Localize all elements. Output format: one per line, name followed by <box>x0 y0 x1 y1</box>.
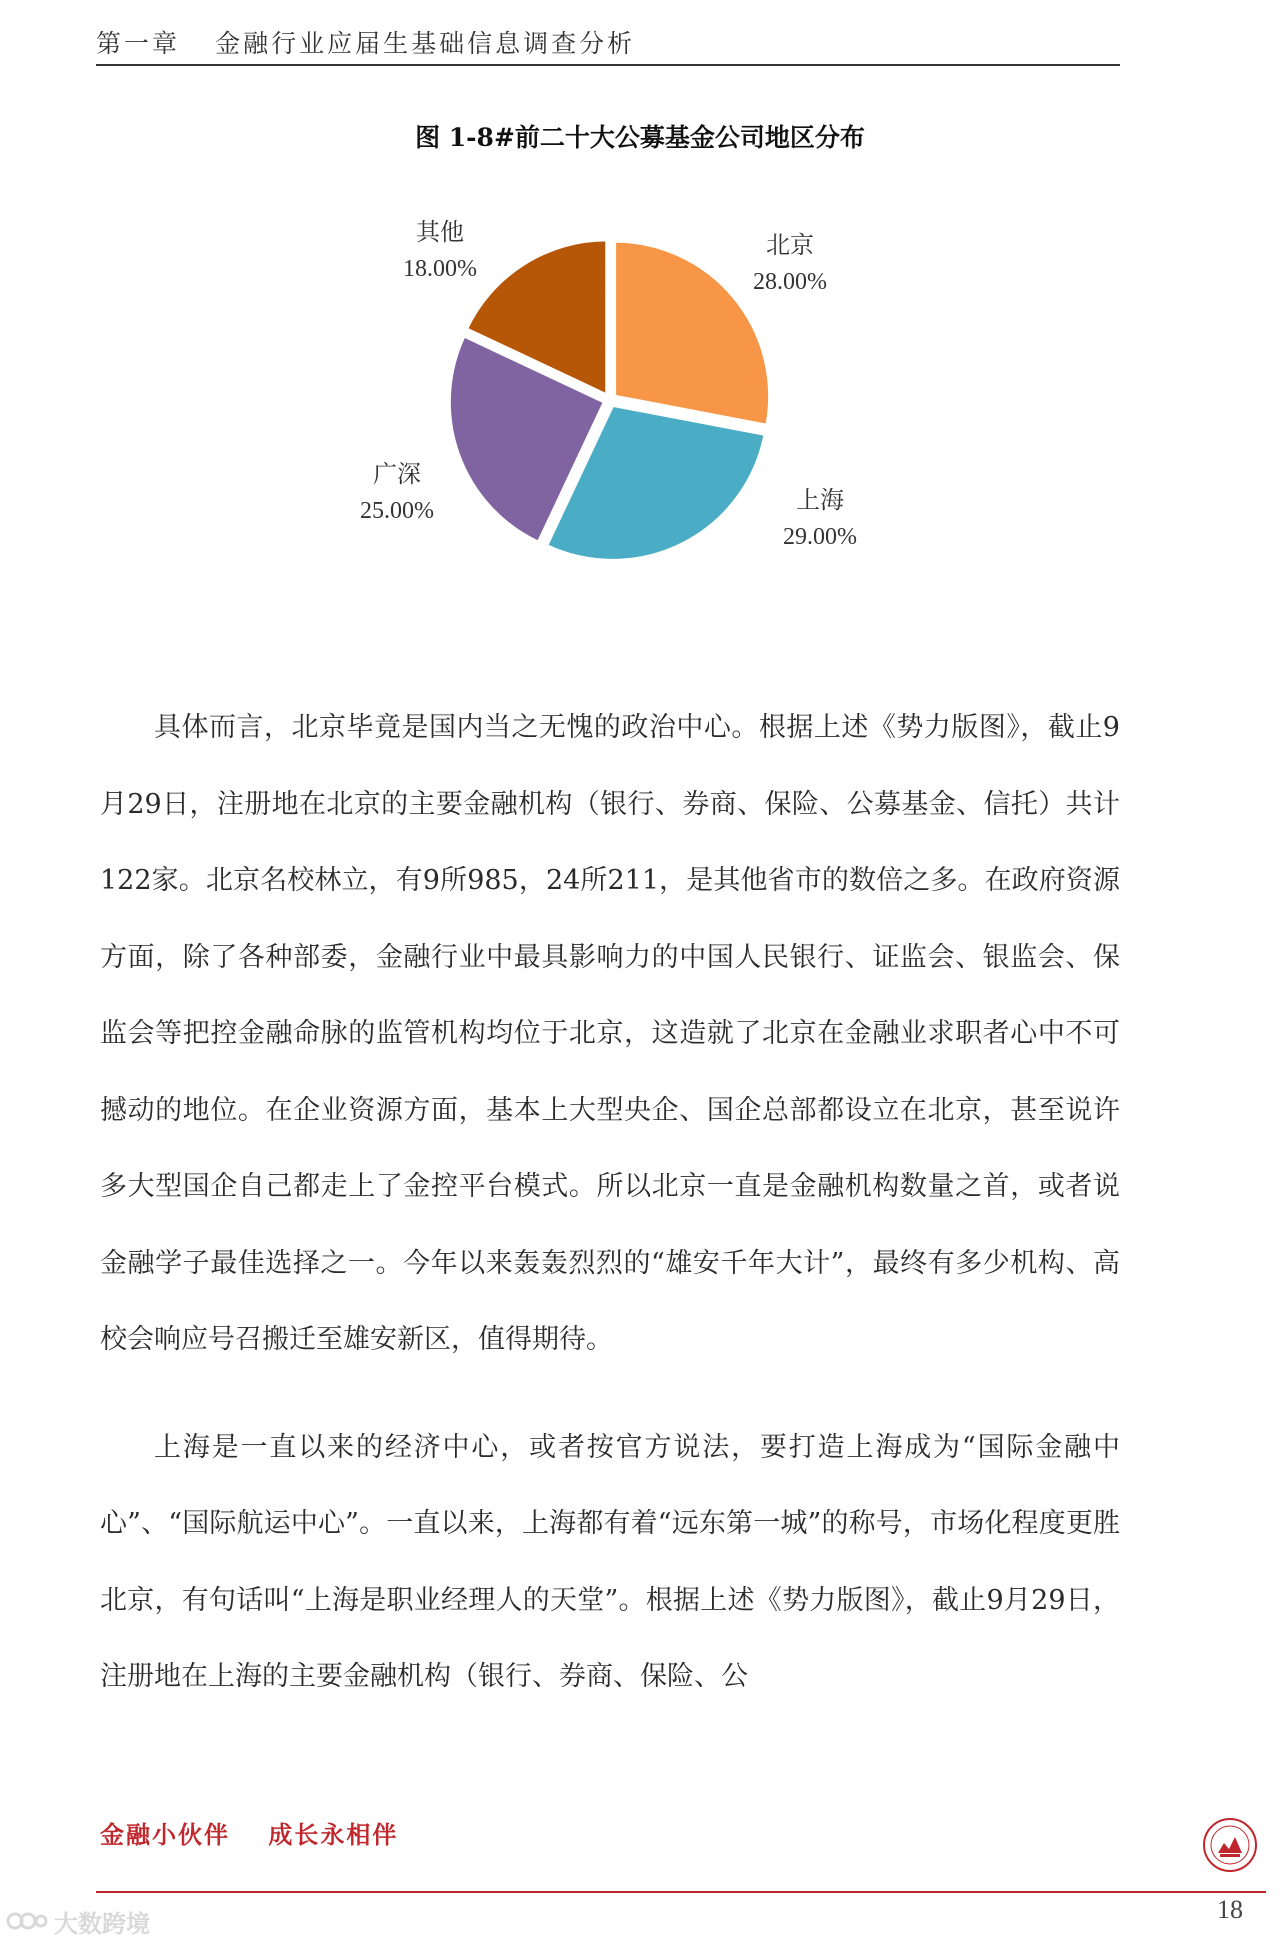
body-text <box>100 690 1120 1716</box>
seal-logo-icon <box>1202 1817 1258 1873</box>
figure-title: 图 1-8#前二十大公募基金公司地区分布 <box>415 123 865 152</box>
watermark <box>6 1905 150 1937</box>
page-number: 18 <box>1217 1895 1243 1924</box>
slogan-left: 金融小伙伴 <box>100 1820 230 1849</box>
slice-value-3: 18.00% <box>403 256 477 282</box>
slogan-right: 成长永相伴 <box>268 1820 399 1849</box>
slice-value-0: 28.00% <box>753 269 827 295</box>
slice-value-2: 25.00% <box>360 498 434 524</box>
watermark-text: 大数跨境 <box>54 1909 150 1938</box>
slice-label-2: 广深 <box>373 460 421 488</box>
slice-label-3: 其他 <box>416 218 464 246</box>
watermark-logo-icon <box>6 1907 48 1935</box>
paragraph-shanghai: 上海是一直以来的经济中心，或者按官方说法，要打造上海成为“国际金融中心”、“国际航运中心”。一直以来，上海都有着“远东第一城”的称号，市场化程度更胜北京，有句话叫“上海是职业经理人的天堂”。根据上述《势力版图》，截止9月29日，注册地在上海的主要金融机构（银行、券商、保险、公 <box>100 1431 1120 1692</box>
chapter-title: 金融行业应届生基础信息调查分析 <box>215 29 636 58</box>
footer-divider <box>96 1891 1266 1893</box>
pie-slice-0 <box>615 241 770 425</box>
chapter-label: 第一章 <box>96 29 181 58</box>
page-header <box>96 24 1120 66</box>
slice-label-1: 上海 <box>796 486 844 514</box>
paragraph-beijing: 具体而言，北京毕竟是国内当之无愧的政治中心。根据上述《势力版图》，截止9月29日，注册地在北京的主要金融机构（银行、券商、保险、公募基金、信托）共计122家。北京名校林立，有9所985，24所211，是其他省市的数倍之多。在政府资源方面，除了各种部委，金融行业中最具影响力的中国人民银行、证监会、银监会、保监会等把控金融命脉的监管机构均位于北京，这造就了北京在金融业求职者心中不可撼动的地位。在企业资源方面，基本上大型央企、国企总部都设立在北京，甚至说许多大型国企自己都走上了金控平台模式。所以北京一直是金融机构数量之首，或者说金融学子最佳选择之一。今年以来轰轰烈烈的“雄安千年大计”，最终有多少机构、高校会响应号召搬迁至雄安新区，值得期待。 <box>100 712 1120 1355</box>
slice-label-0: 北京 <box>766 231 814 259</box>
pie-chart <box>0 150 1280 620</box>
slice-value-1: 29.00% <box>783 524 857 550</box>
slogan <box>100 1815 398 1850</box>
